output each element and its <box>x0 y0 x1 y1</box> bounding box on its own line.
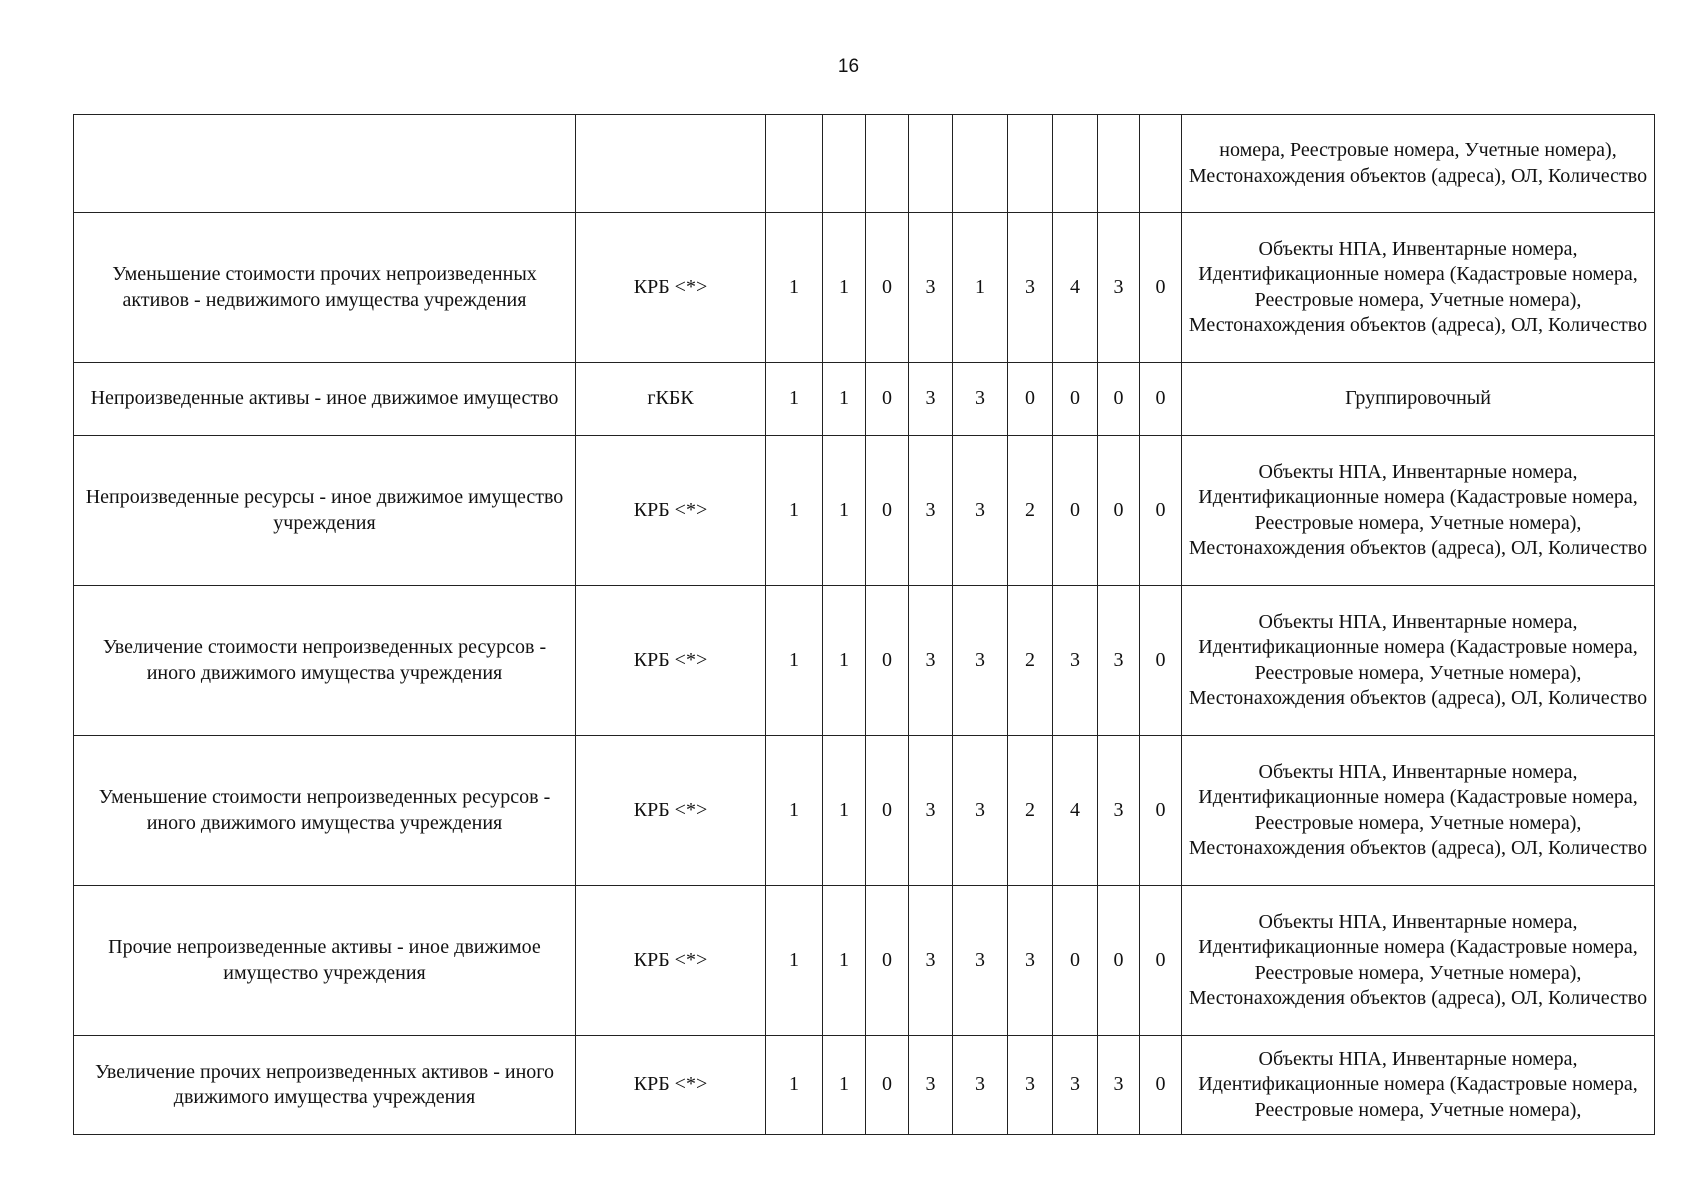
account-code-digit <box>823 115 866 213</box>
table-row <box>74 115 1655 213</box>
analytics-cell: Объекты НПА, Инвентарные номера, Идентификационные номера (Кадастровые номера, Реестровые номера, Учетные номера), <box>1182 1036 1655 1135</box>
analytics-cell: Группировочный <box>1182 363 1655 436</box>
account-code-digit: 3 <box>909 586 953 736</box>
account-code-digit: 3 <box>909 886 953 1036</box>
account-code-digit: 3 <box>1053 1036 1098 1135</box>
account-code-digit <box>909 115 953 213</box>
account-code-digit: 3 <box>909 213 953 363</box>
account-type-cell: КРБ <*> <box>576 436 766 586</box>
account-code-digit <box>1140 115 1182 213</box>
account-code-digit: 0 <box>1140 436 1182 586</box>
account-code-digit: 1 <box>823 363 866 436</box>
account-code-digit <box>1053 115 1098 213</box>
account-code-digit: 3 <box>953 363 1008 436</box>
account-code-digit <box>1098 115 1140 213</box>
table-row <box>74 1036 1655 1135</box>
account-type-cell: КРБ <*> <box>576 736 766 886</box>
analytics-cell: Объекты НПА, Инвентарные номера, Идентификационные номера (Кадастровые номера, Реестровые номера, Учетные номера), Местонахождения объектов (адреса), ОЛ, Количество <box>1182 436 1655 586</box>
table-row <box>74 213 1655 363</box>
account-code-digit <box>766 115 823 213</box>
account-code-digit: 0 <box>1053 363 1098 436</box>
account-code-digit: 0 <box>1008 363 1053 436</box>
account-code-digit: 0 <box>1140 363 1182 436</box>
account-code-digit: 0 <box>866 736 909 886</box>
account-type-cell <box>576 115 766 213</box>
account-code-digit: 2 <box>1008 586 1053 736</box>
account-code-digit: 0 <box>1098 436 1140 586</box>
account-code-digit: 1 <box>823 586 866 736</box>
account-code-digit: 1 <box>953 213 1008 363</box>
account-code-digit: 3 <box>909 363 953 436</box>
account-code-digit: 3 <box>1098 586 1140 736</box>
account-code-digit: 0 <box>1140 736 1182 886</box>
table-body <box>74 115 1655 1135</box>
account-code-digit: 1 <box>766 736 823 886</box>
account-code-digit: 0 <box>866 213 909 363</box>
account-name-cell: Уменьшение стоимости непроизведенных ресурсов - иного движимого имущества учреждения <box>74 736 576 886</box>
table-row <box>74 436 1655 586</box>
account-name-cell: Прочие непроизведенные активы - иное движимое имущество учреждения <box>74 886 576 1036</box>
account-code-digit: 1 <box>766 363 823 436</box>
account-code-digit: 0 <box>1098 886 1140 1036</box>
account-code-digit: 0 <box>1140 1036 1182 1135</box>
account-code-digit: 3 <box>953 436 1008 586</box>
account-type-cell: КРБ <*> <box>576 586 766 736</box>
account-code-digit: 3 <box>909 436 953 586</box>
account-code-digit: 2 <box>1008 436 1053 586</box>
analytics-cell: Объекты НПА, Инвентарные номера, Идентификационные номера (Кадастровые номера, Реестровые номера, Учетные номера), Местонахождения объектов (адреса), ОЛ, Количество <box>1182 586 1655 736</box>
account-code-digit: 1 <box>766 1036 823 1135</box>
table-row <box>74 886 1655 1036</box>
table-row <box>74 736 1655 886</box>
account-code-digit: 1 <box>823 213 866 363</box>
account-code-digit: 1 <box>823 886 866 1036</box>
account-code-digit: 1 <box>766 586 823 736</box>
account-type-cell: КРБ <*> <box>576 886 766 1036</box>
account-code-digit: 0 <box>1053 436 1098 586</box>
account-code-digit: 0 <box>1140 586 1182 736</box>
account-code-digit: 3 <box>953 1036 1008 1135</box>
account-code-digit: 1 <box>766 886 823 1036</box>
account-code-digit: 1 <box>766 213 823 363</box>
account-code-digit: 3 <box>909 736 953 886</box>
account-code-digit: 3 <box>1053 586 1098 736</box>
account-code-digit: 3 <box>1098 213 1140 363</box>
account-code-digit: 3 <box>909 1036 953 1135</box>
account-code-digit: 0 <box>866 586 909 736</box>
account-code-digit: 4 <box>1053 213 1098 363</box>
account-code-digit: 0 <box>866 886 909 1036</box>
account-name-cell: Уменьшение стоимости прочих непроизведенных активов - недвижимого имущества учреждения <box>74 213 576 363</box>
account-type-cell: гКБК <box>576 363 766 436</box>
account-name-cell: Непроизведенные активы - иное движимое имущество <box>74 363 576 436</box>
account-code-digit: 3 <box>953 886 1008 1036</box>
account-name-cell: Увеличение стоимости непроизведенных ресурсов - иного движимого имущества учреждения <box>74 586 576 736</box>
account-code-digit <box>953 115 1008 213</box>
analytics-cell: Объекты НПА, Инвентарные номера, Идентификационные номера (Кадастровые номера, Реестровые номера, Учетные номера), Местонахождения объектов (адреса), ОЛ, Количество <box>1182 886 1655 1036</box>
account-code-digit <box>866 115 909 213</box>
account-code-digit: 3 <box>1098 736 1140 886</box>
account-code-digit: 0 <box>866 436 909 586</box>
account-code-digit: 0 <box>866 363 909 436</box>
account-code-digit: 3 <box>953 736 1008 886</box>
account-code-digit <box>1008 115 1053 213</box>
accounts-table <box>73 114 1655 1135</box>
analytics-cell: номера, Реестровые номера, Учетные номера), Местонахождения объектов (адреса), ОЛ, Количество <box>1182 115 1655 213</box>
account-code-digit: 3 <box>1008 886 1053 1036</box>
page-number: 16 <box>837 56 860 77</box>
account-code-digit: 1 <box>823 436 866 586</box>
account-type-cell: КРБ <*> <box>576 213 766 363</box>
account-code-digit: 1 <box>823 736 866 886</box>
account-name-cell: Непроизведенные ресурсы - иное движимое имущество учреждения <box>74 436 576 586</box>
account-code-digit: 3 <box>953 586 1008 736</box>
account-code-digit: 0 <box>1140 886 1182 1036</box>
account-name-cell: Увеличение прочих непроизведенных активов - иного движимого имущества учреждения <box>74 1036 576 1135</box>
account-code-digit: 0 <box>1140 213 1182 363</box>
account-code-digit: 1 <box>823 1036 866 1135</box>
table-row <box>74 586 1655 736</box>
account-name-cell <box>74 115 576 213</box>
account-code-digit: 4 <box>1053 736 1098 886</box>
account-code-digit: 0 <box>1098 363 1140 436</box>
account-code-digit: 2 <box>1008 736 1053 886</box>
account-code-digit: 3 <box>1008 213 1053 363</box>
analytics-cell: Объекты НПА, Инвентарные номера, Идентификационные номера (Кадастровые номера, Реестровые номера, Учетные номера), Местонахождения объектов (адреса), ОЛ, Количество <box>1182 736 1655 886</box>
account-code-digit: 3 <box>1008 1036 1053 1135</box>
account-code-digit: 0 <box>866 1036 909 1135</box>
account-code-digit: 3 <box>1098 1036 1140 1135</box>
account-type-cell: КРБ <*> <box>576 1036 766 1135</box>
account-code-digit: 0 <box>1053 886 1098 1036</box>
analytics-cell: Объекты НПА, Инвентарные номера, Идентификационные номера (Кадастровые номера, Реестровые номера, Учетные номера), Местонахождения объектов (адреса), ОЛ, Количество <box>1182 213 1655 363</box>
table-row <box>74 363 1655 436</box>
account-code-digit: 1 <box>766 436 823 586</box>
